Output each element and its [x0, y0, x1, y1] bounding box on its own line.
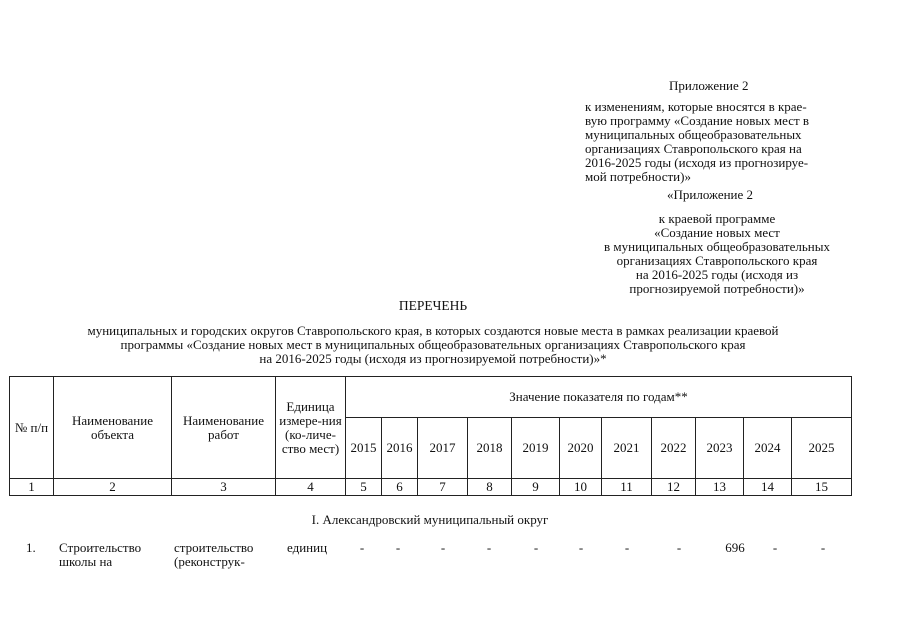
- annex2-line: на 2016-2025 годы (исходя из: [635, 267, 799, 282]
- annex-line: мой потребности)»: [585, 169, 691, 184]
- column-number: 6: [382, 479, 418, 496]
- row-value: 696: [725, 540, 745, 555]
- row-works-line: строительство: [174, 540, 254, 555]
- header-object: Наименование объекта: [54, 377, 172, 479]
- annex2-line: к краевой программе: [658, 211, 776, 226]
- year-header: 2021: [602, 418, 652, 479]
- column-number: 4: [276, 479, 346, 496]
- row-object-line: Строительство: [59, 540, 142, 555]
- year-header: 2025: [792, 418, 852, 479]
- annex2-line: «Создание новых мест: [654, 225, 780, 240]
- annex-line: к изменениям, которые вносятся в крае-: [585, 99, 807, 114]
- annex-line: 2016-2025 годы (исходя из прогнозируе-: [585, 155, 809, 170]
- year-header: 2020: [560, 418, 602, 479]
- year-header: 2022: [652, 418, 696, 479]
- column-number: 10: [560, 479, 602, 496]
- indicator-table: [9, 376, 852, 496]
- row-value: -: [624, 540, 630, 555]
- year-header: 2017: [418, 418, 468, 479]
- header-num: № п/п: [10, 377, 54, 479]
- table-header-row: [10, 377, 852, 418]
- annex-text: [585, 100, 851, 184]
- annex2-line: прогнозируемой потребности)»: [629, 281, 805, 296]
- document-title: ПЕРЕЧЕНЬ: [398, 298, 468, 313]
- subtitle-line: на 2016-2025 годы (исходя из прогнозируемой потребности)»*: [259, 351, 607, 366]
- header-unit: Единица измере-ния (ко-личе-ство мест): [276, 377, 346, 479]
- annex2-title: «Приложение 2: [667, 187, 754, 202]
- column-number: 8: [468, 479, 512, 496]
- column-number: 11: [602, 479, 652, 496]
- annex-line: организациях Ставропольского края на: [585, 141, 802, 156]
- column-number: 9: [512, 479, 560, 496]
- document-subtitle: [0, 324, 866, 366]
- subtitle-line: программы «Создание новых мест в муниципальных общеобразовательных организациях Ставропольского края: [120, 337, 746, 352]
- column-number: 13: [696, 479, 744, 496]
- annex-line: муниципальных общеобразовательных: [585, 127, 802, 142]
- year-header: 2019: [512, 418, 560, 479]
- year-header: 2016: [382, 418, 418, 479]
- row-unit: единиц: [287, 540, 328, 555]
- header-years-title: Значение показателя по годам**: [346, 377, 852, 418]
- annex-line: вую программу «Создание новых мест в: [585, 113, 810, 128]
- year-header: 2015: [346, 418, 382, 479]
- year-header: 2023: [696, 418, 744, 479]
- column-number-row: [10, 479, 852, 496]
- column-number: 15: [792, 479, 852, 496]
- annex-title: Приложение 2: [669, 78, 749, 93]
- year-header: 2018: [468, 418, 512, 479]
- column-number: 3: [172, 479, 276, 496]
- section-title: I. Александровский муниципальный округ: [311, 512, 549, 527]
- row-value: -: [772, 540, 778, 555]
- column-number: 14: [744, 479, 792, 496]
- row-value: -: [820, 540, 826, 555]
- column-number: 1: [10, 479, 54, 496]
- row-works-name: [174, 541, 284, 569]
- column-number: 7: [418, 479, 468, 496]
- row-value: -: [486, 540, 492, 555]
- row-value: -: [578, 540, 584, 555]
- annex2-text: [583, 212, 851, 296]
- row-object-name: [59, 541, 169, 569]
- year-header: 2024: [744, 418, 792, 479]
- row-value: -: [359, 540, 365, 555]
- column-number: 2: [54, 479, 172, 496]
- column-number: 5: [346, 479, 382, 496]
- subtitle-line: муниципальных и городских округов Ставропольского края, в которых создаются новые места в рамках реализации краевой: [87, 323, 779, 338]
- annex2-line: в муниципальных общеобразовательных: [604, 239, 830, 254]
- annex2-line: организациях Ставропольского края: [616, 253, 818, 268]
- row-value: -: [533, 540, 539, 555]
- row-object-line: школы на: [59, 554, 113, 569]
- row-value: -: [440, 540, 446, 555]
- row-value: -: [395, 540, 401, 555]
- header-works: Наименование работ: [172, 377, 276, 479]
- column-number: 12: [652, 479, 696, 496]
- row-works-line: (реконструк-: [174, 554, 245, 569]
- row-value: -: [676, 540, 682, 555]
- row-number: 1.: [26, 540, 36, 555]
